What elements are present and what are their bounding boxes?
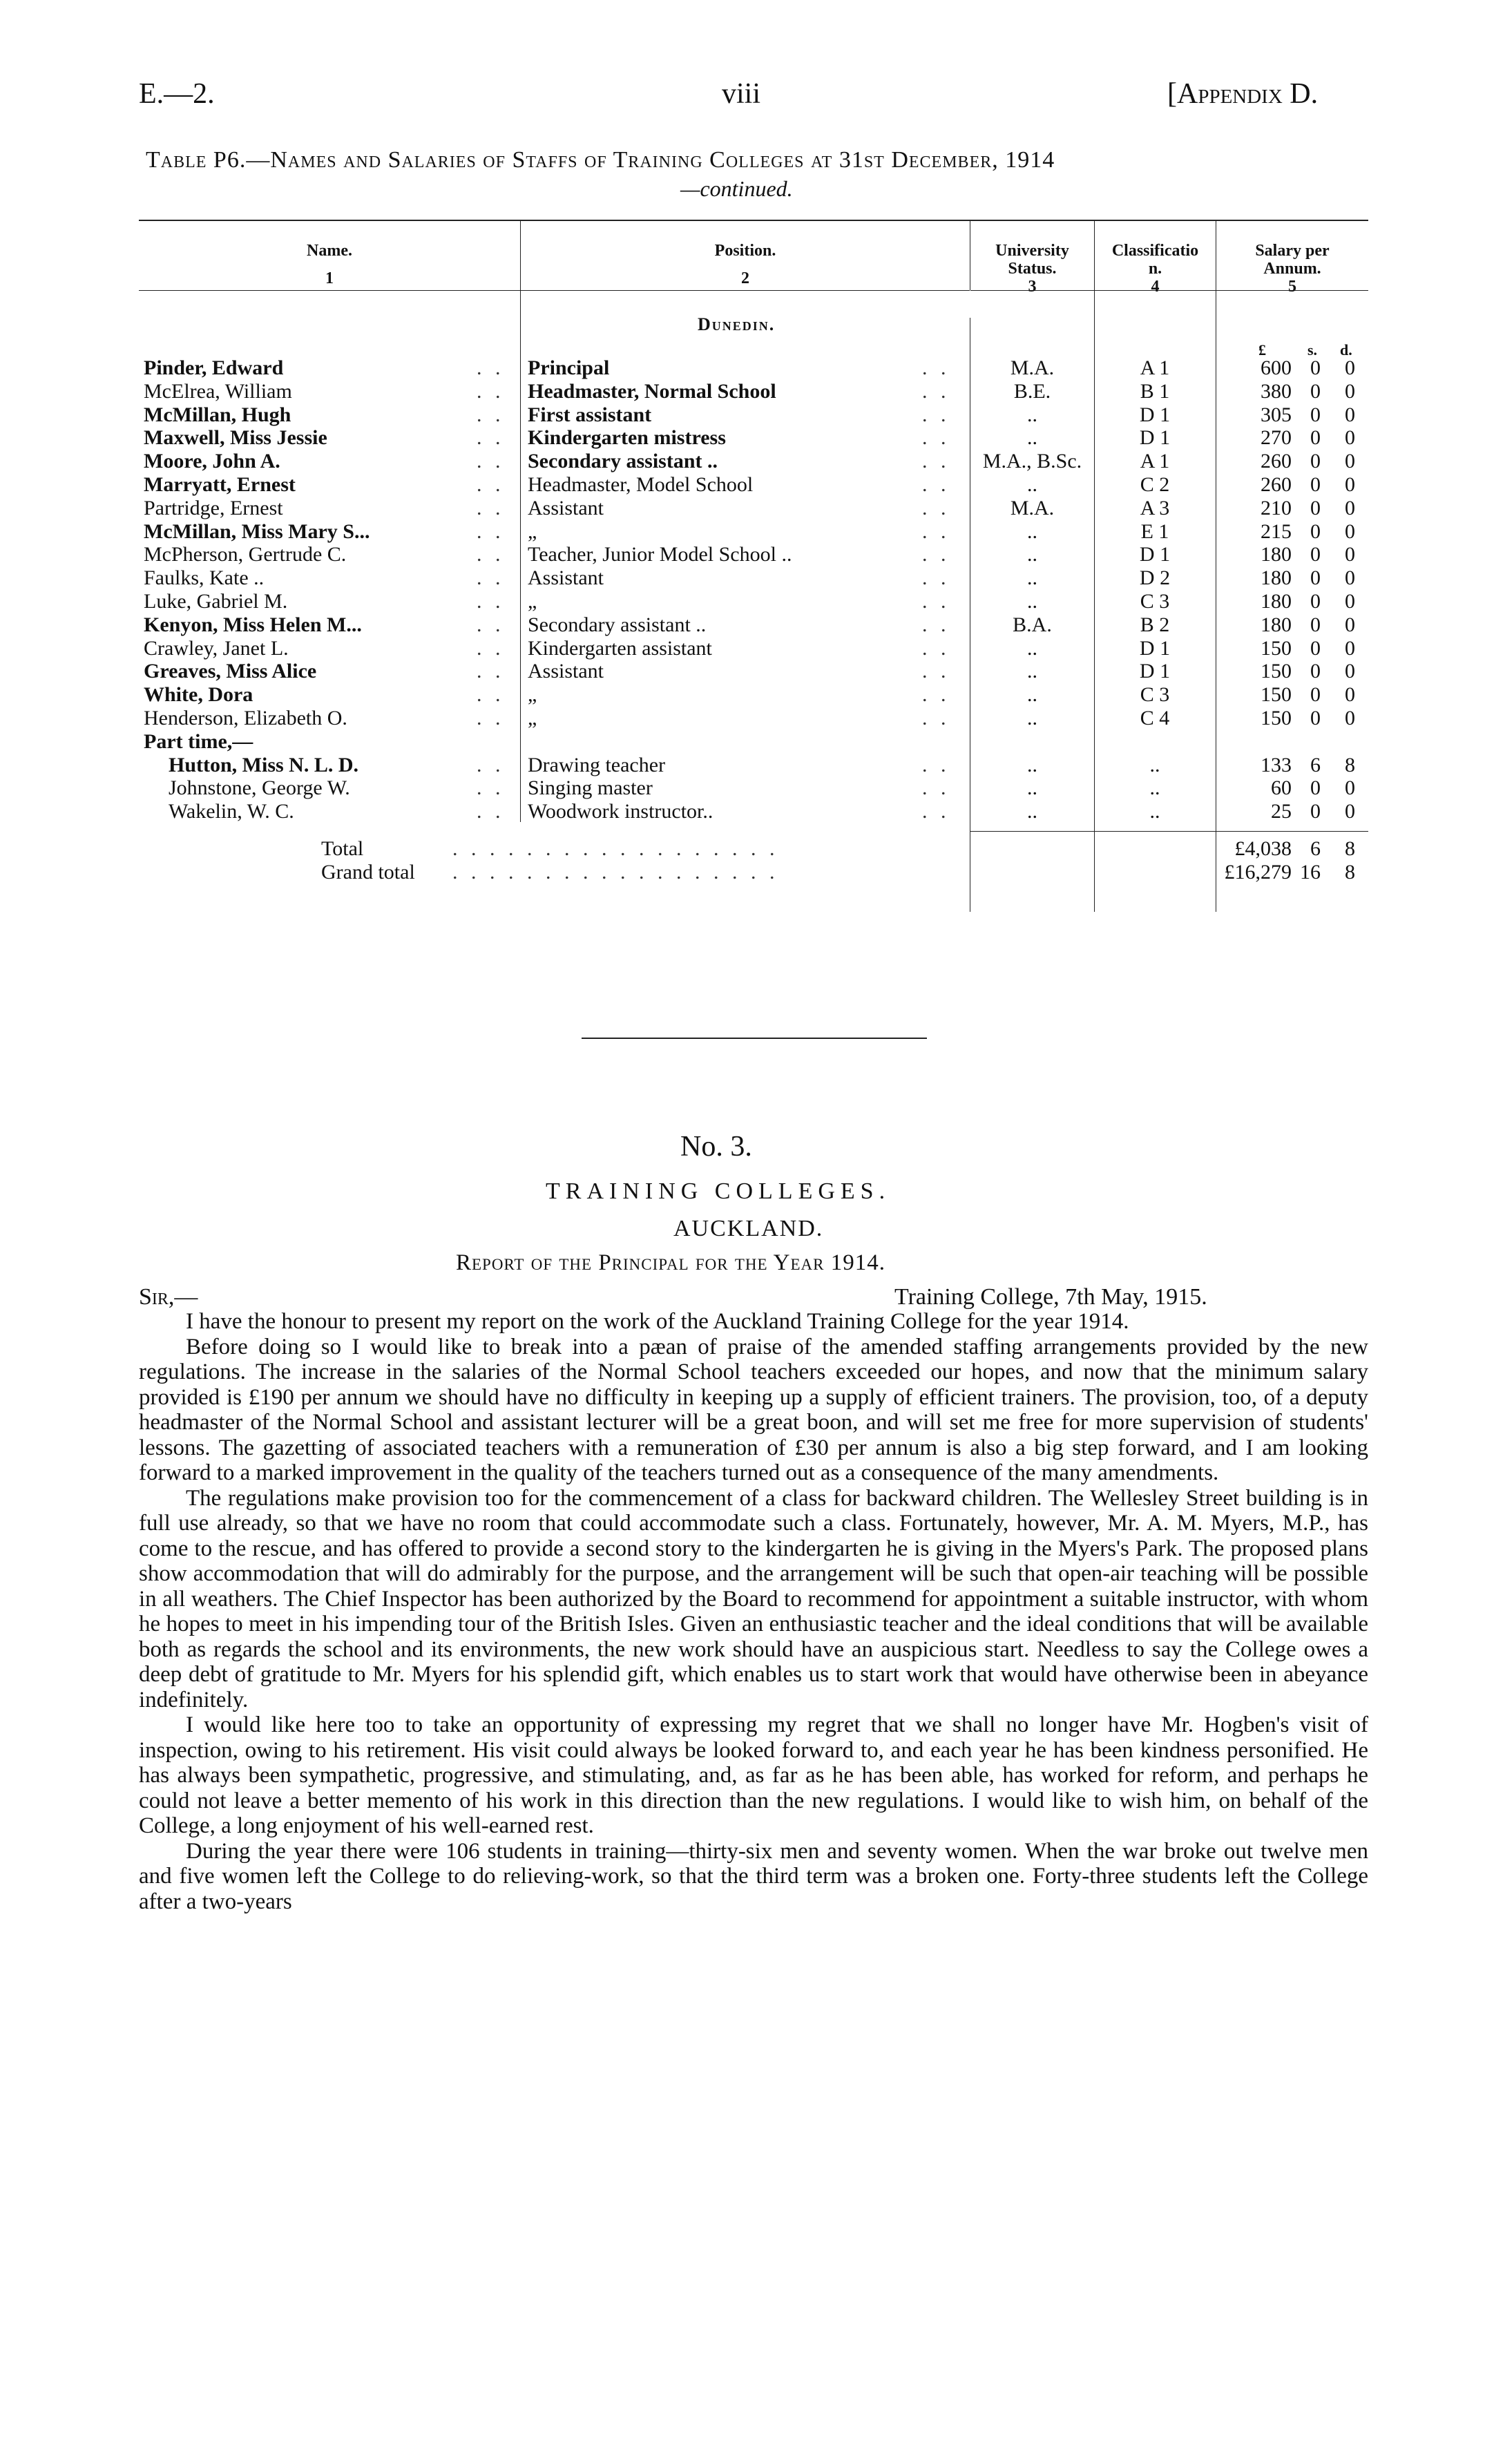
row-salary-pounds: 270 (1261, 426, 1292, 449)
row-salary-pounds: 600 (1261, 356, 1292, 379)
row-salary-shillings: 0 (1310, 637, 1321, 660)
row-salary-shillings: 0 (1310, 543, 1321, 566)
row-classification: A 1 (1140, 450, 1170, 472)
row-university-status: .. (1027, 776, 1037, 799)
row-university-status: .. (1027, 800, 1037, 823)
leader-dots: . . (922, 543, 950, 566)
col-divider-3 (1094, 221, 1095, 912)
row-university-status: .. (1027, 707, 1037, 729)
row-position: „ (528, 590, 537, 613)
row-classification: B 2 (1140, 613, 1170, 636)
report-salutation: Sir,— (139, 1284, 198, 1310)
page-number: viii (722, 78, 761, 110)
leader-dots: . . (922, 497, 950, 519)
leader-dots: . . (922, 566, 950, 589)
row-name: Wakelin, W. C. (169, 800, 294, 823)
row-name: White, Dora (144, 683, 253, 706)
row-name: Hutton, Miss N. L. D. (169, 754, 359, 776)
leader-dots: . . (922, 800, 950, 823)
table-top-rule (139, 220, 1368, 221)
row-classification: .. (1149, 800, 1160, 823)
row-classification: D 1 (1139, 426, 1171, 449)
row-classification: C 2 (1140, 473, 1170, 496)
row-classification: C 4 (1140, 707, 1170, 729)
row-classification: A 1 (1140, 356, 1170, 379)
row-name: Crawley, Janet L. (144, 637, 289, 660)
row-salary-pounds: 150 (1261, 637, 1292, 660)
col-header-salary: Salary per Annum. 5 (1255, 242, 1330, 296)
row-salary-pence: 0 (1345, 380, 1355, 403)
row-position: Assistant (528, 660, 604, 682)
row-university-status: .. (1027, 473, 1037, 496)
row-salary-shillings: 0 (1310, 566, 1321, 589)
report-subheading: Report of the Principal for the Year 1914. (456, 1250, 885, 1275)
page-header-left: E.—2. (139, 78, 215, 110)
total-pounds: £16,279 (1224, 861, 1292, 884)
report-dateline: Training College, 7th May, 1915. (894, 1284, 1207, 1310)
row-university-status: M.A., B.Sc. (982, 450, 1082, 472)
row-position: Secondary assistant .. (528, 450, 718, 472)
row-classification: A 3 (1140, 497, 1170, 519)
currency-shillings: s. (1307, 341, 1318, 359)
row-classification: C 3 (1140, 590, 1170, 613)
leader-dots: . . (477, 356, 505, 379)
row-salary-shillings: 0 (1310, 380, 1321, 403)
leader-dots: . . (922, 426, 950, 449)
leader-dots: . . (477, 497, 505, 519)
row-salary-pence: 0 (1345, 543, 1355, 566)
row-position: Singing master (528, 776, 653, 799)
row-salary-pence: 0 (1345, 356, 1355, 379)
row-position: Drawing teacher (528, 754, 666, 776)
row-position: Teacher, Junior Model School .. (528, 543, 792, 566)
row-university-status: B.E. (1013, 380, 1051, 403)
row-name: McMillan, Hugh (144, 403, 291, 426)
table-title: Table P6.—Names and Salaries of Staffs of Training Colleges at 31st December, 1914 (146, 147, 1055, 173)
row-university-status: .. (1027, 566, 1037, 589)
row-salary-shillings: 0 (1310, 707, 1321, 729)
row-salary-pence: 0 (1345, 613, 1355, 636)
table-title-continued: —continued. (680, 176, 793, 201)
row-name: McPherson, Gertrude C. (144, 543, 347, 566)
leader-dots: . . (922, 450, 950, 472)
row-position: Principal (528, 356, 610, 379)
report-paragraph-2: Before doing so I would like to break into a pæan of praise of the amended staffing arrangements provided by the new regulations. The increase in the salaries of the Normal School teachers exceeded our hopes, and now that the minimum salary provided is £190 per annum we should have no difficulty in keeping up a supply of efficient trainers. The provision, too, of a deputy headmaster of the Normal School and assistant lecturer will be a great boon, and will set me free for more supervision of students' lessons. The gazetting of associated teachers with a remuneration of £30 per annum is also a big step forward, and I am looking forward to a marked improvement in the quality of the teachers turned out as a consequence of the many amendments. (139, 1334, 1368, 1485)
row-position: „ (528, 683, 537, 706)
row-salary-pence: 0 (1345, 660, 1355, 682)
leader-dots: . . (922, 637, 950, 660)
row-salary-pounds: 25 (1271, 800, 1292, 823)
row-salary-pence: 0 (1345, 520, 1355, 543)
report-place: AUCKLAND. (673, 1216, 824, 1241)
row-university-status: .. (1027, 754, 1037, 776)
row-salary-shillings: 0 (1310, 613, 1321, 636)
row-salary-shillings: 0 (1310, 520, 1321, 543)
row-salary-pence: 0 (1345, 566, 1355, 589)
row-university-status: .. (1027, 637, 1037, 660)
row-name: Greaves, Miss Alice (144, 660, 317, 682)
row-salary-pence: 0 (1345, 426, 1355, 449)
row-university-status: .. (1027, 543, 1037, 566)
row-salary-shillings: 0 (1310, 683, 1321, 706)
row-classification: D 1 (1139, 637, 1171, 660)
currency-pence: d. (1340, 341, 1352, 359)
row-name: Faulks, Kate .. (144, 566, 265, 589)
leader-dots: . . (477, 707, 505, 729)
leader-dots: . . (477, 403, 505, 426)
row-salary-pence: 0 (1345, 403, 1355, 426)
report-paragraph-3: The regulations make provision too for the commencement of a class for backward children. The Wellesley Street building is in full use already, so that we have no room that could accommodate such a class. Fortunately, however, Mr. A. M. Myers, M.P., has come to the rescue, and has offered to provide a second story to the kindergarten he is giving in the Myers's Park. The proposed plans show accommodation that will do admirably for the purpose, and the arrangement will be such that open-air teaching will be possible in all weathers. The Chief Inspector has been authorized by the Board to recommend for appointment a suitable instructor, with whom he hopes to meet in his impending tour of the British Isles. Given an enthusiastic teacher and the ideal conditions that will be available both as regards the school and its environments, the new work should have an auspicious start. Needless to say the College owes a deep debt of gratitude to Mr. Myers for his splendid gift, which enables us to start work that would have otherwise been in abeyance indefinitely. (139, 1485, 1368, 1712)
leader-dots: . . (922, 683, 950, 706)
row-university-status: .. (1027, 403, 1037, 426)
row-salary-pounds: 133 (1261, 754, 1292, 776)
col-header-position: Position. 2 (714, 242, 776, 287)
row-name: Moore, John A. (144, 450, 280, 472)
leader-dots: . . (922, 590, 950, 613)
row-salary-pounds: 260 (1261, 473, 1292, 496)
row-position: First assistant (528, 403, 652, 426)
leader-dots: . . (922, 473, 950, 496)
row-name: McElrea, William (144, 380, 292, 403)
row-salary-pounds: 180 (1261, 613, 1292, 636)
row-position: Assistant (528, 497, 604, 519)
row-salary-shillings: 0 (1310, 356, 1321, 379)
row-salary-pounds: 150 (1261, 683, 1292, 706)
leader-dots: . . . . . . . . . . . . . . . . . . (452, 837, 779, 860)
row-position: Kindergarten mistress (528, 426, 726, 449)
total-shillings: 16 (1300, 861, 1321, 884)
leader-dots: . . (477, 683, 505, 706)
row-classification: D 1 (1139, 543, 1171, 566)
row-salary-pounds: 210 (1261, 497, 1292, 519)
row-salary-pence: 0 (1345, 450, 1355, 472)
row-university-status: .. (1027, 520, 1037, 543)
row-salary-pounds: 305 (1261, 403, 1292, 426)
leader-dots: . . (922, 520, 950, 543)
leader-dots: . . (477, 520, 505, 543)
row-salary-pounds: 260 (1261, 450, 1292, 472)
row-position: „ (528, 520, 537, 543)
row-university-status: .. (1027, 683, 1037, 706)
leader-dots: . . (477, 473, 505, 496)
row-university-status: B.A. (1013, 613, 1052, 636)
leader-dots: . . (477, 800, 505, 823)
row-position: Woodwork instructor.. (528, 800, 713, 823)
row-salary-shillings: 0 (1310, 776, 1321, 799)
row-university-status: .. (1027, 426, 1037, 449)
row-salary-shillings: 0 (1310, 450, 1321, 472)
leader-dots: . . (477, 754, 505, 776)
col-header-classification: Classification. 4 (1111, 242, 1199, 296)
total-pence: 8 (1345, 837, 1355, 860)
total-shillings: 6 (1310, 837, 1321, 860)
totals-rule (970, 831, 1368, 832)
report-paragraph-4: I would like here too to take an opportunity of expressing my regret that we shall no longer have Mr. Hogben's visit of inspection, owing to his retirement. His visit could always be looked forward to, and each year he has been kindness personified. He has always been sympathetic, progressive, and stimulating, and, as far as he has been able, has worked for reform, and perhaps he could not leave a better memento of his work in this direction than the new regulations. I would like to wish him, on behalf of the College, a long enjoyment of his well-earned rest. (139, 1712, 1368, 1838)
row-name: Marryatt, Ernest (144, 473, 296, 496)
row-name: Maxwell, Miss Jessie (144, 426, 327, 449)
currency-pounds: £ (1258, 341, 1266, 359)
report-number: No. 3. (680, 1131, 752, 1163)
total-pence: 8 (1345, 861, 1355, 884)
col-header-name: Name. 1 (307, 242, 352, 287)
row-name: Partridge, Ernest (144, 497, 283, 519)
section-divider (582, 1038, 927, 1039)
row-university-status: M.A. (1010, 497, 1055, 519)
row-salary-shillings: 0 (1310, 590, 1321, 613)
row-salary-pounds: 215 (1261, 520, 1292, 543)
report-body (139, 1309, 1368, 1914)
row-salary-shillings: 0 (1310, 800, 1321, 823)
row-salary-shillings: 0 (1310, 660, 1321, 682)
leader-dots: . . (477, 613, 505, 636)
row-salary-pence: 0 (1345, 637, 1355, 660)
report-paragraph-1: I have the honour to present my report on the work of the Auckland Training College for the year 1914. (186, 1309, 1129, 1334)
row-position: Assistant (528, 566, 604, 589)
row-salary-pounds: 60 (1271, 776, 1292, 799)
row-position: Kindergarten assistant (528, 637, 712, 660)
row-salary-pence: 0 (1345, 707, 1355, 729)
row-salary-pence: 0 (1345, 776, 1355, 799)
leader-dots: . . (922, 356, 950, 379)
row-name: Johnstone, George W. (169, 776, 350, 799)
row-salary-shillings: 0 (1310, 497, 1321, 519)
leader-dots: . . (922, 613, 950, 636)
leader-dots: . . (477, 660, 505, 682)
row-name: Henderson, Elizabeth O. (144, 707, 347, 729)
row-position: Secondary assistant .. (528, 613, 707, 636)
col-header-status: University Status. 3 (995, 242, 1069, 296)
leader-dots: . . (477, 566, 505, 589)
row-university-status: .. (1027, 590, 1037, 613)
row-salary-shillings: 0 (1310, 403, 1321, 426)
row-salary-pounds: 180 (1261, 590, 1292, 613)
leader-dots: . . (477, 543, 505, 566)
row-salary-pounds: 150 (1261, 707, 1292, 729)
row-salary-pounds: 180 (1261, 543, 1292, 566)
row-salary-pence: 0 (1345, 497, 1355, 519)
leader-dots: . . (477, 426, 505, 449)
row-university-status: .. (1027, 660, 1037, 682)
leader-dots: . . (477, 450, 505, 472)
section-dunedin: Dunedin. (698, 314, 776, 334)
row-salary-shillings: 0 (1310, 426, 1321, 449)
col-divider-1 (520, 221, 521, 822)
row-classification: C 3 (1140, 683, 1170, 706)
leader-dots: . . (922, 403, 950, 426)
row-classification: D 1 (1139, 660, 1171, 682)
row-classification: D 1 (1139, 403, 1171, 426)
row-classification: .. (1149, 754, 1160, 776)
row-salary-pence: 8 (1345, 754, 1355, 776)
total-label: Grand total (321, 861, 415, 884)
leader-dots: . . (922, 754, 950, 776)
row-name: Pinder, Edward (144, 356, 284, 379)
row-classification: D 2 (1139, 566, 1171, 589)
row-salary-shillings: 6 (1310, 754, 1321, 776)
leader-dots: . . (477, 590, 505, 613)
row-classification: E 1 (1140, 520, 1169, 543)
leader-dots: . . (477, 380, 505, 403)
row-salary-pence: 0 (1345, 473, 1355, 496)
leader-dots: . . (922, 707, 950, 729)
row-salary-pounds: 380 (1261, 380, 1292, 403)
row-classification: .. (1149, 776, 1160, 799)
row-salary-pence: 0 (1345, 800, 1355, 823)
total-pounds: £4,038 (1234, 837, 1292, 860)
row-salary-pounds: 150 (1261, 660, 1292, 682)
row-name: Part time,— (144, 730, 253, 753)
page-header-right: [Appendix D. (1167, 78, 1319, 110)
row-classification: B 1 (1140, 380, 1170, 403)
report-heading: TRAINING COLLEGES. (546, 1178, 891, 1204)
row-name: Kenyon, Miss Helen M... (144, 613, 362, 636)
row-position: „ (528, 707, 537, 729)
row-salary-pounds: 180 (1261, 566, 1292, 589)
row-name: Luke, Gabriel M. (144, 590, 288, 613)
row-position: Headmaster, Model School (528, 473, 754, 496)
row-salary-shillings: 0 (1310, 473, 1321, 496)
report-paragraph-5: During the year there were 106 students in training—thirty-six men and seventy women. When the war broke out twelve men and five women left the College to do relieving-work, so that the third term was a broken one. Forty-three students left the College after a two-years (139, 1838, 1368, 1914)
row-name: McMillan, Miss Mary S... (144, 520, 370, 543)
row-university-status: M.A. (1010, 356, 1055, 379)
leader-dots: . . . . . . . . . . . . . . . . . . (452, 861, 779, 884)
row-position: Headmaster, Normal School (528, 380, 776, 403)
leader-dots: . . (922, 776, 950, 799)
total-label: Total (321, 837, 364, 860)
leader-dots: . . (477, 637, 505, 660)
leader-dots: . . (922, 660, 950, 682)
row-salary-pence: 0 (1345, 590, 1355, 613)
row-salary-pence: 0 (1345, 683, 1355, 706)
leader-dots: . . (922, 380, 950, 403)
leader-dots: . . (477, 776, 505, 799)
